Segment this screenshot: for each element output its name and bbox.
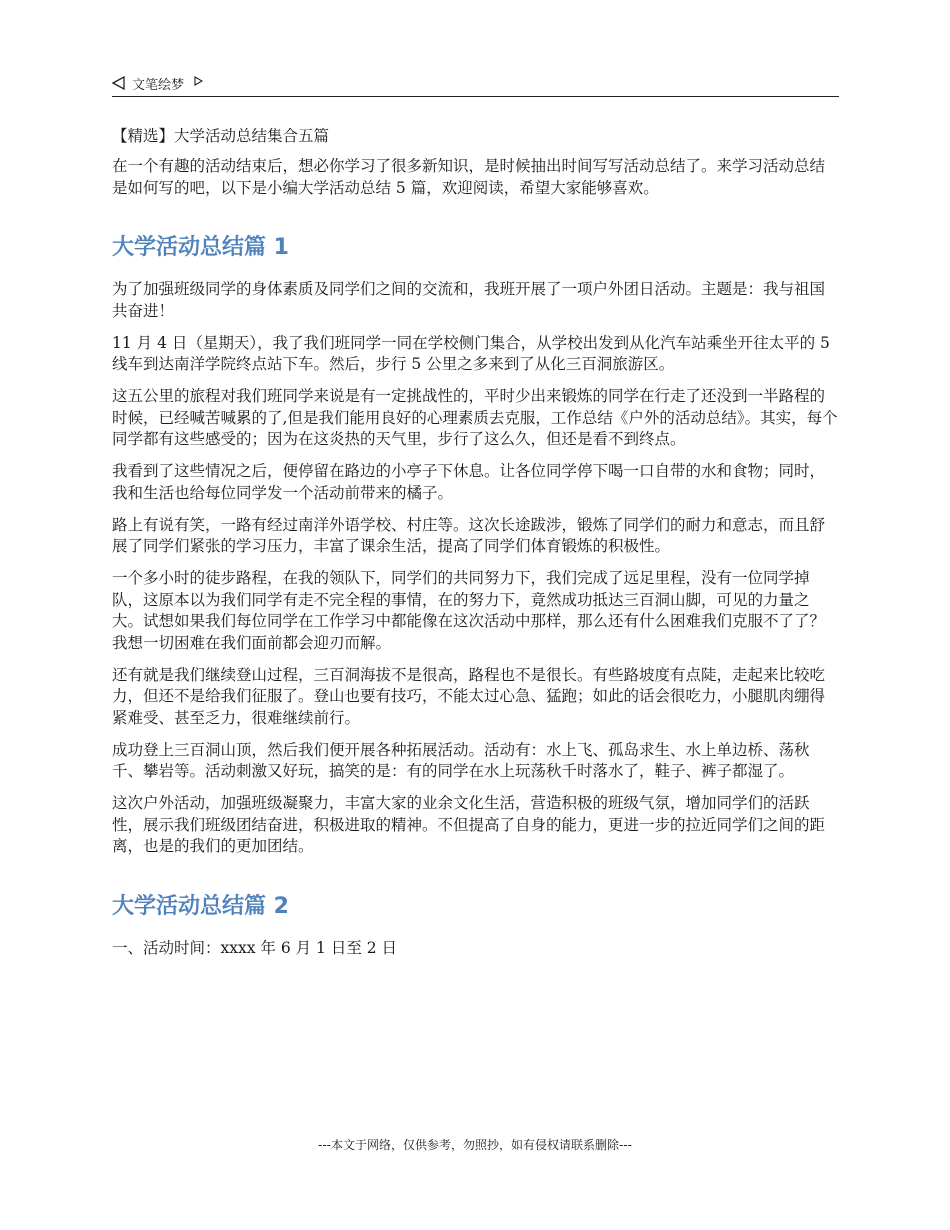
paragraph: 这次户外活动，加强班级凝聚力，丰富大家的业余文化生活，营造积极的班级气氛，增加同学们的活跃性，展示我们班级团结奋进，积极进取的精神。不但提高了自身的能力，更进一步的拉近同学们之间的距离，也是的我们的更加团结。 bbox=[112, 794, 826, 855]
page-footer: ---本文于网络，仅供参考，勿照抄，如有侵权请联系删除--- bbox=[318, 1138, 632, 1152]
paragraph: 成功登上三百洞山顶，然后我们便开展各种拓展活动。活动有：水上飞、孤岛求生、水上单边桥、荡秋千、攀岩等。活动刺激又好玩，搞笑的是：有的同学在水上玩荡秋千时落水了，鞋子、裤子都湿了。 bbox=[112, 740, 810, 780]
section-heading: 大学活动总结篇 1 bbox=[112, 235, 289, 260]
paragraph: 我看到了这些情况之后，便停留在路边的小亭子下休息。让各位同学停下喝一口自带的水和食物；同时，我和生活也给每位同学发一个活动前带来的橘子。 bbox=[112, 462, 826, 502]
triangle-left-icon bbox=[112, 76, 126, 90]
paragraph: 一、活动时间：xxxx 年 6 月 1 日至 2 日 bbox=[112, 938, 398, 957]
document-title: 【精选】大学活动总结集合五篇 bbox=[112, 127, 330, 145]
document-page bbox=[112, 0, 839, 1230]
paragraph: 11 月 4 日（星期天），我了我们班同学一同在学校侧门集合，从学校出发到从化汽车站乘坐开往太平的 5 线车到达南洋学院终点站下车。然后，步行 5 公里之多来到了从化三百洞旅游区。 bbox=[112, 333, 830, 373]
paragraph: 还有就是我们继续登山过程，三百洞海拔不是很高，路程也不是很长。有些路坡度有点陡，走起来比较吃力，但还不是给我们征服了。登山也要有技巧，不能太过心急、猛跑；如此的话会很吃力，小腿肌肉绷得紧难受、甚至乏力，很难继续前行。 bbox=[112, 665, 826, 727]
paragraph: 为了加强班级同学的身体素质及同学们之间的交流和，我班开展了一项户外团日活动。主题是：我与祖国共奋进！ bbox=[112, 280, 826, 320]
triangle-right-icon bbox=[194, 76, 203, 86]
header-brand: 文笔绘梦 bbox=[132, 77, 185, 93]
paragraph: 一个多小时的徒步路程，在我的领队下，同学们的共同努力下，我们完成了远足里程，没有一位同学掉队，这原本以为我们同学有走不完全程的事情，在的努力下，竟然成功抵达三百洞山脚，可见的力量之大。试想如果我们每位同学在工作学习中都能像在这次活动中那样，那么还有什么困难我们克服不了了？我想一切困难在我们面前都会迎刃而解。 bbox=[112, 569, 826, 652]
paragraph: 路上有说有笑，一路有经过南洋外语学校、村庄等。这次长途跋涉，锻炼了同学们的耐力和意志，而且舒展了同学们紧张的学习压力，丰富了课余生活，提高了同学们体育锻炼的积极性。 bbox=[112, 515, 826, 555]
paragraph: 这五公里的旅程对我们班同学来说是有一定挑战性的，平时少出来锻炼的同学在行走了还没到一半路程的时候，已经喊苦喊累的了,但是我们能用良好的心理素质去克服，工作总结《户外的活动总结》。其实，每个同学都有这些感受的；因为在这炎热的天气里，步行了这么久，但还是看不到终点。 bbox=[112, 387, 838, 448]
document-body bbox=[112, 122, 839, 970]
section-heading: 大学活动总结篇 2 bbox=[112, 893, 289, 919]
page-header bbox=[112, 70, 839, 97]
intro-paragraph: 在一个有趣的活动结束后，想必你学习了很多新知识，是时候抽出时间写写活动总结了。来学习活动总结是如何写的吧，以下是小编大学活动总结 5 篇，欢迎阅读，希望大家能够喜欢。 bbox=[112, 157, 826, 197]
